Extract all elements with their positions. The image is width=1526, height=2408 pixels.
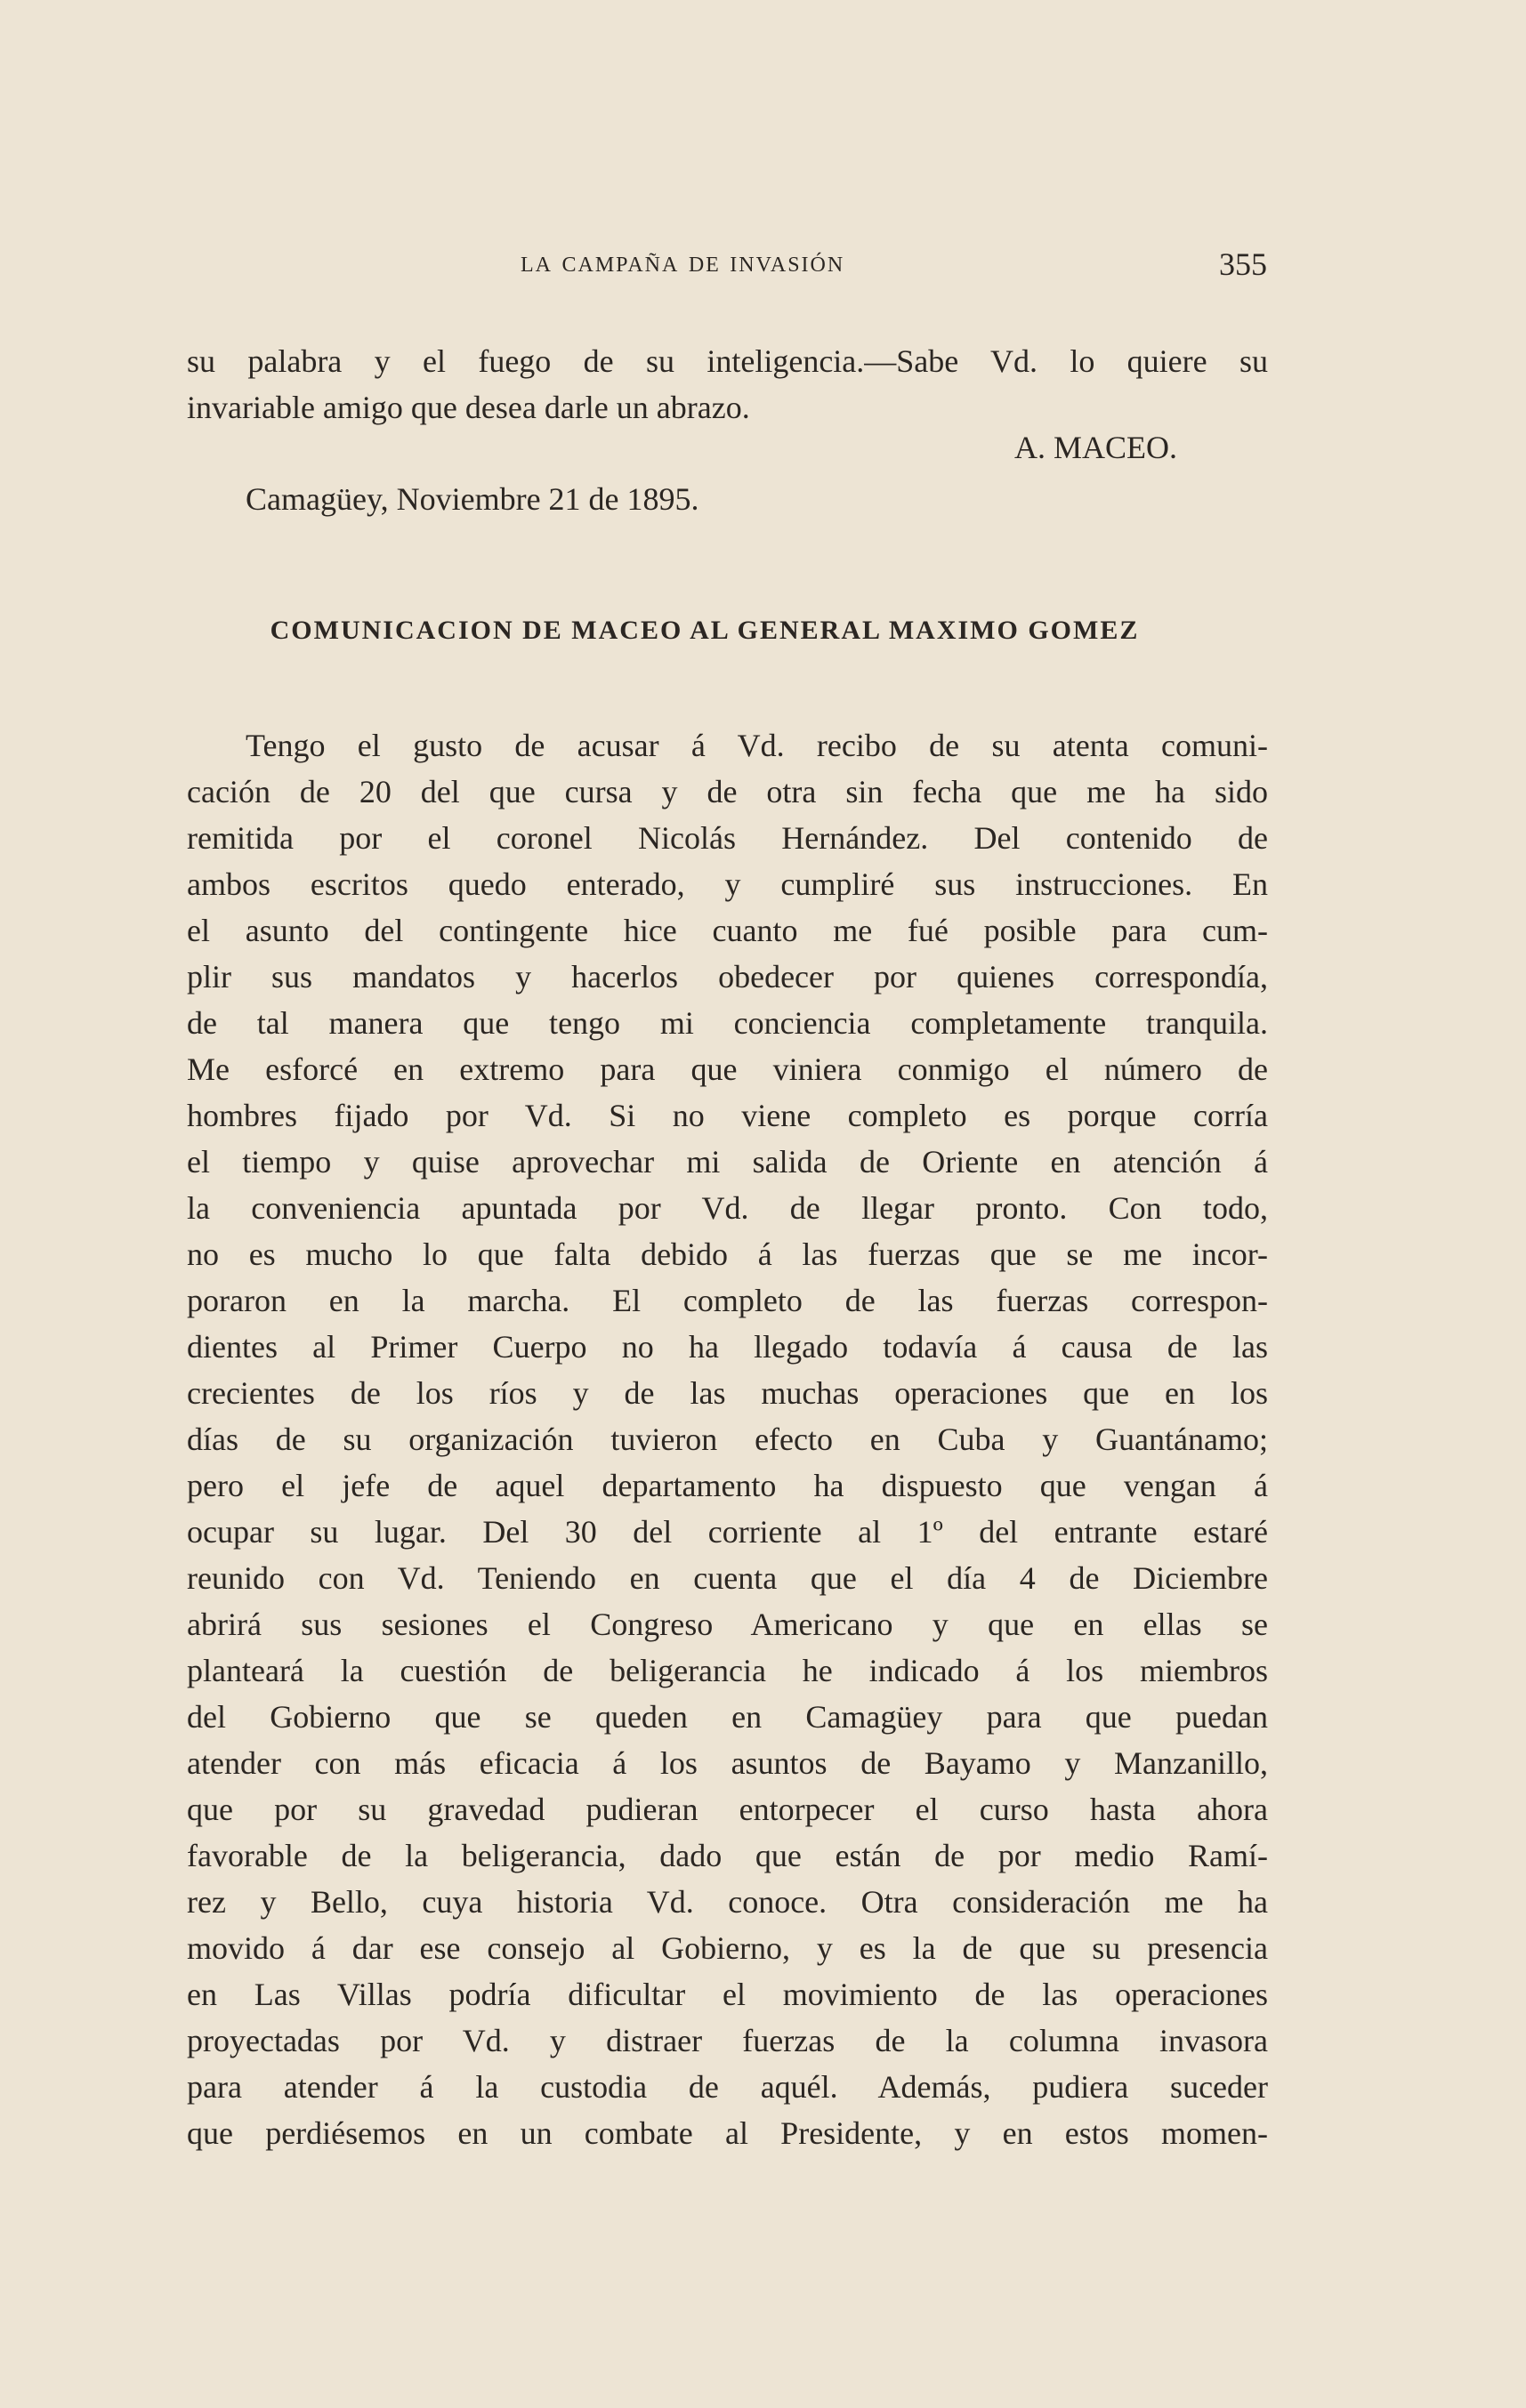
- text-line: días de su organización tuvieron efecto en Cuba y Guantánamo;: [187, 1421, 1268, 1457]
- text-line: dientes al Primer Cuerpo no ha llegado todavía á causa de las: [187, 1329, 1268, 1365]
- text-line: hombres fijado por Vd. Si no viene completo es porque corría: [187, 1098, 1268, 1133]
- text-line: para atender á la custodia de aquél. Además, pudiera suceder: [187, 2069, 1268, 2105]
- text-line: Tengo el gusto de acusar á Vd. recibo de su atenta comuni-: [246, 728, 1268, 763]
- text-line: en Las Villas podría dificultar el movimiento de las operaciones: [187, 1977, 1268, 2012]
- text-line: abrirá sus sesiones el Congreso Americano y que en ellas se: [187, 1607, 1268, 1642]
- text-line: el asunto del contingente hice cuanto me fué posible para cum-: [187, 913, 1268, 948]
- signature-rest: ACEO.: [1082, 430, 1178, 465]
- text-line: ocupar su lugar. Del 30 del corriente al 1º del entrante estaré: [187, 1514, 1268, 1550]
- text-line: reunido con Vd. Teniendo en cuenta que el día 4 de Diciembre: [187, 1560, 1268, 1596]
- text-line: el tiempo y quise aprovechar mi salida de Oriente en atención á: [187, 1144, 1268, 1180]
- text-line: que por su gravedad pudieran entorpecer el curso hasta ahora: [187, 1792, 1268, 1827]
- text-line: poraron en la marcha. El completo de las fuerzas correspon-: [187, 1283, 1268, 1318]
- text-line: cación de 20 del que cursa y de otra sin fecha que me ha sido: [187, 774, 1268, 809]
- place-date: Camagüey, Noviembre 21 de 1895.: [246, 481, 699, 517]
- text-line: plir sus mandatos y hacerlos obedecer por quienes correspondía,: [187, 959, 1268, 995]
- text-line: no es mucho lo que falta debido á las fuerzas que se me incor-: [187, 1236, 1268, 1272]
- text-line: la conveniencia apuntada por Vd. de llegar pronto. Con todo,: [187, 1190, 1268, 1226]
- text-line: que perdiésemos en un combate al Presidente, y en estos momen-: [187, 2115, 1268, 2151]
- text-line: del Gobierno que se queden en Camagüey para que puedan: [187, 1699, 1268, 1735]
- body-text: [187, 722, 1268, 2156]
- text-line: invariable amigo que desea darle un abrazo.: [187, 390, 750, 425]
- text-line: Me esforcé en extremo para que viniera conmigo el número de: [187, 1051, 1268, 1087]
- section-heading: COMUNICACION DE MACEO AL GENERAL MAXIMO GOMEZ: [270, 616, 1140, 645]
- text-line: movido á dar ese consejo al Gobierno, y es la de que su presencia: [187, 1930, 1268, 1966]
- text-line: planteará la cuestión de beligerancia he indicado á los miembros: [187, 1653, 1268, 1688]
- text-line: crecientes de los ríos y de las muchas operaciones que en los: [187, 1375, 1268, 1411]
- signature-initial: A. M: [1014, 430, 1083, 465]
- running-title: la campaña de invasión: [521, 246, 845, 278]
- text-line: atender con más eficacia á los asuntos de Bayamo y Manzanillo,: [187, 1745, 1268, 1781]
- text-line: rez y Bello, cuya historia Vd. conoce. Otra consideración me ha: [187, 1884, 1268, 1920]
- text-line: proyectadas por Vd. y distraer fuerzas de la columna invasora: [187, 2023, 1268, 2058]
- text-line: su palabra y el fuego de su inteligencia.—Sabe Vd. lo quiere su: [187, 343, 1268, 379]
- text-line: de tal manera que tengo mi conciencia completamente tranquila.: [187, 1005, 1268, 1041]
- text-line: remitida por el coronel Nicolás Hernández. Del contenido de: [187, 820, 1268, 856]
- page-number: 355: [1219, 246, 1267, 282]
- text-line: favorable de la beligerancia, dado que están de por medio Ramí-: [187, 1838, 1268, 1873]
- text-line: pero el jefe de aquel departamento ha dispuesto que vengan á: [187, 1468, 1268, 1503]
- text-line: ambos escritos quedo enterado, y cumpliré sus instrucciones. En: [187, 866, 1268, 902]
- signature: [1014, 429, 1177, 466]
- letter-closing: [187, 338, 1268, 431]
